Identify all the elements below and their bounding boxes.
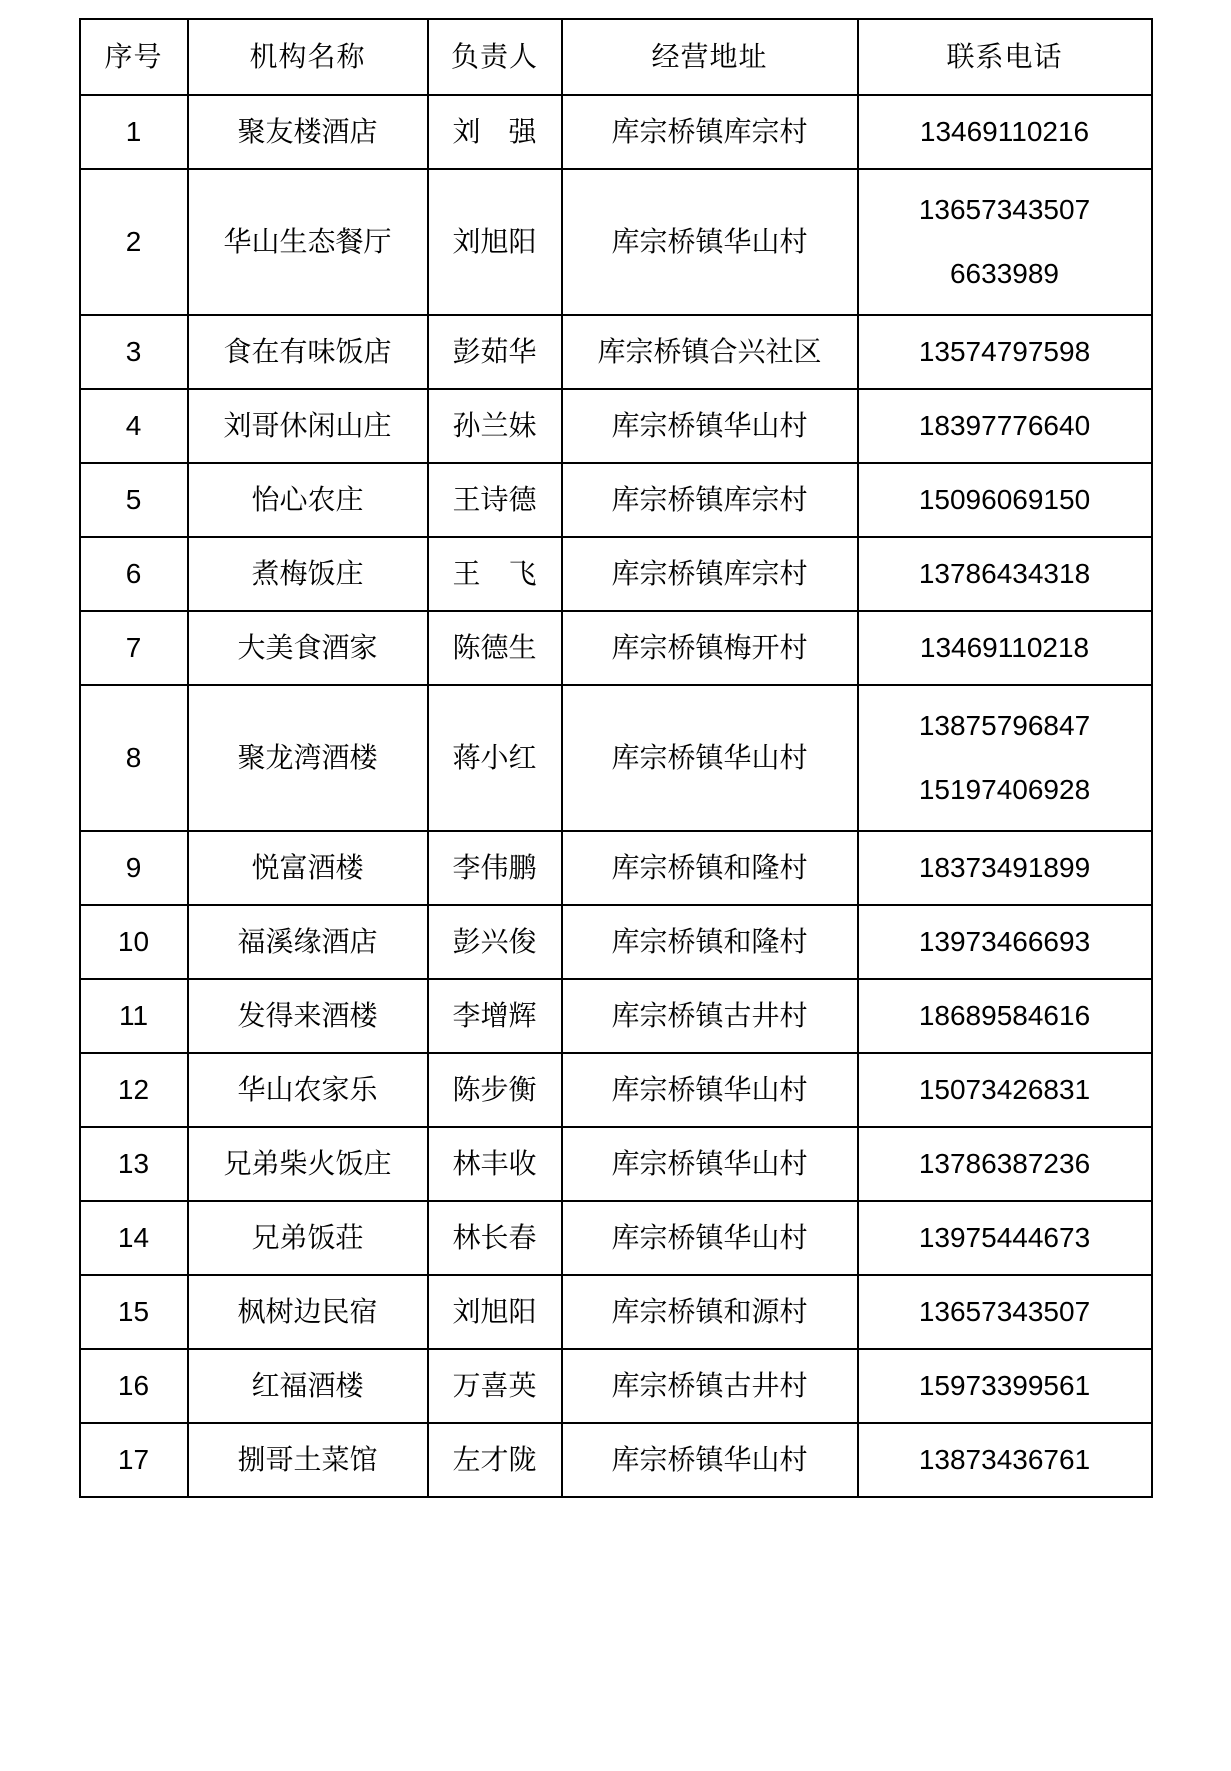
cell-phone [858, 831, 1152, 905]
table-row [80, 611, 1152, 685]
phone-number: 13469110216 [919, 116, 1090, 148]
table-row [80, 95, 1152, 169]
cell-phone [858, 1053, 1152, 1127]
phone-number: 13574797598 [918, 336, 1091, 368]
phone-list [863, 407, 1147, 445]
cell-phone [858, 611, 1152, 685]
phone-number: 15096069150 [918, 484, 1091, 516]
cell-name: 食在有味饭店 [188, 315, 428, 389]
phone-number: 13786387236 [918, 1148, 1091, 1180]
cell-head: 彭茹华 [428, 315, 562, 389]
table-body [80, 95, 1152, 1497]
phone-number: 13973466693 [918, 926, 1091, 958]
cell-address: 库宗桥镇和源村 [562, 1275, 858, 1349]
phone-number: 15973399561 [918, 1370, 1091, 1402]
cell-phone [858, 315, 1152, 389]
cell-phone [858, 685, 1152, 831]
cell-head: 陈步衡 [428, 1053, 562, 1127]
cell-address: 库宗桥镇华山村 [562, 1201, 858, 1275]
phone-list [863, 997, 1147, 1035]
phone-list [863, 923, 1147, 961]
phone-number: 13657343507 [918, 194, 1091, 226]
cell-name: 红福酒楼 [188, 1349, 428, 1423]
cell-head: 万喜英 [428, 1349, 562, 1423]
phone-list [863, 113, 1147, 151]
cell-address: 库宗桥镇库宗村 [562, 537, 858, 611]
cell-name: 大美食酒家 [188, 611, 428, 685]
cell-index: 13 [80, 1127, 188, 1201]
cell-name: 怡心农庄 [188, 463, 428, 537]
cell-phone [858, 463, 1152, 537]
cell-phone [858, 979, 1152, 1053]
cell-index: 3 [80, 315, 188, 389]
table-row [80, 537, 1152, 611]
phone-number: 13873436761 [918, 1444, 1091, 1476]
phone-number: 13875796847 [918, 710, 1091, 742]
phone-number: 15073426831 [918, 1074, 1091, 1106]
cell-name: 福溪缘酒店 [188, 905, 428, 979]
table-row [80, 1053, 1152, 1127]
cell-address: 库宗桥镇梅开村 [562, 611, 858, 685]
cell-phone [858, 95, 1152, 169]
cell-index: 7 [80, 611, 188, 685]
phone-list [863, 1071, 1147, 1109]
cell-phone [858, 1349, 1152, 1423]
cell-name: 枫树边民宿 [188, 1275, 428, 1349]
cell-address: 库宗桥镇和隆村 [562, 905, 858, 979]
cell-address: 库宗桥镇华山村 [562, 1053, 858, 1127]
phone-list [863, 481, 1147, 519]
cell-head: 左才陇 [428, 1423, 562, 1497]
cell-address: 库宗桥镇库宗村 [562, 463, 858, 537]
cell-address: 库宗桥镇华山村 [562, 1423, 858, 1497]
cell-head: 陈德生 [428, 611, 562, 685]
phone-list [863, 1367, 1147, 1405]
cell-phone [858, 537, 1152, 611]
cell-name: 华山农家乐 [188, 1053, 428, 1127]
cell-name: 聚龙湾酒楼 [188, 685, 428, 831]
phone-list [863, 1145, 1147, 1183]
cell-name: 捌哥土菜馆 [188, 1423, 428, 1497]
cell-index: 1 [80, 95, 188, 169]
cell-address: 库宗桥镇古井村 [562, 1349, 858, 1423]
column-header-phone: 联系电话 [858, 19, 1152, 95]
phone-number: 13657343507 [918, 1296, 1091, 1328]
cell-address: 库宗桥镇和隆村 [562, 831, 858, 905]
cell-head: 蒋小红 [428, 685, 562, 831]
cell-address: 库宗桥镇古井村 [562, 979, 858, 1053]
cell-name: 聚友楼酒店 [188, 95, 428, 169]
cell-index: 16 [80, 1349, 188, 1423]
phone-list [863, 555, 1147, 593]
table-row [80, 1127, 1152, 1201]
cell-index: 11 [80, 979, 188, 1053]
cell-index: 12 [80, 1053, 188, 1127]
phone-number: 15197406928 [918, 774, 1091, 805]
phone-list [863, 629, 1147, 667]
table-row [80, 1275, 1152, 1349]
cell-phone [858, 1423, 1152, 1497]
cell-index: 8 [80, 685, 188, 831]
phone-list [863, 191, 1147, 293]
table-row [80, 685, 1152, 831]
cell-phone [858, 1201, 1152, 1275]
cell-name: 发得来酒楼 [188, 979, 428, 1053]
cell-head: 刘旭阳 [428, 1275, 562, 1349]
cell-index: 15 [80, 1275, 188, 1349]
cell-head: 李增辉 [428, 979, 562, 1053]
phone-number: 13469110218 [919, 632, 1090, 664]
table-row [80, 905, 1152, 979]
cell-index: 2 [80, 169, 188, 315]
cell-head: 林长春 [428, 1201, 562, 1275]
table-row [80, 315, 1152, 389]
cell-name: 兄弟饭荘 [188, 1201, 428, 1275]
cell-head: 林丰收 [428, 1127, 562, 1201]
restaurant-directory-table [79, 18, 1153, 1498]
table-row [80, 1349, 1152, 1423]
column-header-name: 机构名称 [188, 19, 428, 95]
cell-phone [858, 169, 1152, 315]
column-header-index: 序号 [80, 19, 188, 95]
cell-head: 王诗德 [428, 463, 562, 537]
phone-number: 18689584616 [918, 1000, 1091, 1032]
phone-list [863, 707, 1147, 809]
phone-number: 18373491899 [918, 852, 1091, 884]
cell-head: 王 飞 [428, 537, 562, 611]
table-row [80, 1423, 1152, 1497]
cell-name: 刘哥休闲山庄 [188, 389, 428, 463]
cell-phone [858, 905, 1152, 979]
phone-number: 13786434318 [918, 558, 1091, 590]
phone-number: 18397776640 [918, 410, 1091, 442]
cell-name: 煮梅饭庄 [188, 537, 428, 611]
cell-index: 14 [80, 1201, 188, 1275]
cell-address: 库宗桥镇华山村 [562, 169, 858, 315]
cell-index: 4 [80, 389, 188, 463]
cell-index: 9 [80, 831, 188, 905]
cell-head: 刘 强 [428, 95, 562, 169]
cell-address: 库宗桥镇合兴社区 [562, 315, 858, 389]
cell-head: 刘旭阳 [428, 169, 562, 315]
table-header-row [80, 19, 1152, 95]
cell-phone [858, 1275, 1152, 1349]
cell-index: 10 [80, 905, 188, 979]
phone-number: 13975444673 [918, 1222, 1091, 1254]
table-header [80, 19, 1152, 95]
phone-list [863, 849, 1147, 887]
table-row [80, 1201, 1152, 1275]
phone-list [863, 1293, 1147, 1331]
cell-index: 17 [80, 1423, 188, 1497]
phone-list [863, 333, 1147, 371]
phone-list [863, 1219, 1147, 1257]
cell-head: 彭兴俊 [428, 905, 562, 979]
cell-address: 库宗桥镇华山村 [562, 389, 858, 463]
cell-index: 5 [80, 463, 188, 537]
table-row [80, 979, 1152, 1053]
cell-name: 华山生态餐厅 [188, 169, 428, 315]
table-row [80, 831, 1152, 905]
cell-address: 库宗桥镇库宗村 [562, 95, 858, 169]
cell-head: 孙兰妹 [428, 389, 562, 463]
table-row [80, 169, 1152, 315]
column-header-address: 经营地址 [562, 19, 858, 95]
cell-address: 库宗桥镇华山村 [562, 1127, 858, 1201]
column-header-head: 负责人 [428, 19, 562, 95]
table-row [80, 463, 1152, 537]
phone-number: 6633989 [949, 258, 1059, 289]
table-row [80, 389, 1152, 463]
phone-list [863, 1441, 1147, 1479]
cell-head: 李伟鹏 [428, 831, 562, 905]
cell-name: 悦富酒楼 [188, 831, 428, 905]
cell-index: 6 [80, 537, 188, 611]
cell-name: 兄弟柴火饭庄 [188, 1127, 428, 1201]
cell-address: 库宗桥镇华山村 [562, 685, 858, 831]
cell-phone [858, 1127, 1152, 1201]
cell-phone [858, 389, 1152, 463]
